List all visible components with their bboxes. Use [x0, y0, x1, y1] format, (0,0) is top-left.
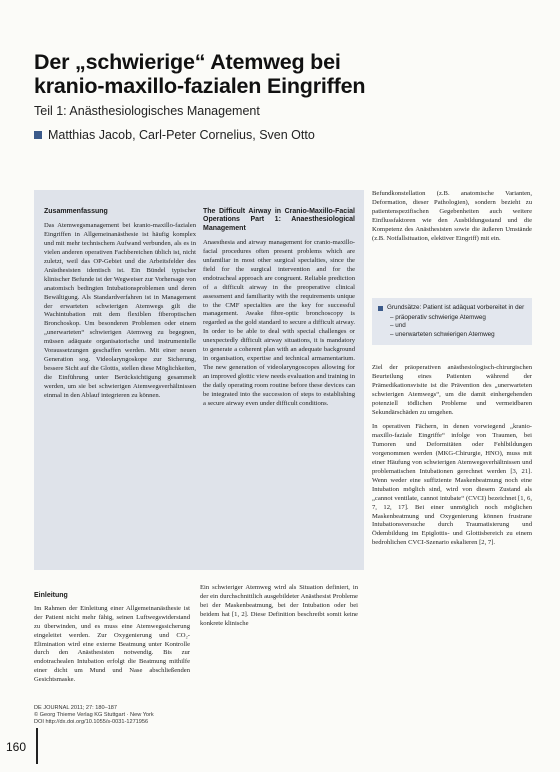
abstract-english-text: Anaesthesia and airway management for cranio-maxillo-facial procedures often present problems which are unfamiliar in most other surgical specialties, since the field for the surgical intervention and for the endotracheal approach are congruent. Reliable prediction of a difficult airway in the preoperative clinical assessment and familiarity with the requirements unique to the CMF specialties are the key for successful management. Awake fibre-optic bronchoscopy is regarded as the gold standard to secure a difficult airway. In order to be able to deal with special challenges or unexpectedly difficult airway situations, it is mandatory to generate a coherent plan with an adequate background in organisation, expertise and technical armamentarium. The new generation of videolaryngoscopes allowing for an improved glottic view needs evaluation and training in the daily operating room routine before these devices can be integrated into the succession of steps to establishing a secure airway even under difficult conditions. [203, 239, 355, 407]
abstract-german [44, 208, 196, 401]
key-point-box [372, 298, 532, 345]
authors: Matthias Jacob, Carl-Peter Cornelius, Sven Otto [48, 128, 315, 142]
title-line-2: kranio-maxillo-fazialen Eingriffen [34, 74, 366, 98]
article-subtitle: Teil 1: Anästhesiologisches Management [34, 104, 260, 118]
list-item: – unerwarteten schwierigen Atemweg [390, 331, 526, 339]
intro-para-1: Im Rahmen der Einleitung einer Allgemeinanästhesie ist der Patient nicht mehr fähig, seinen Luftwegswiderstand zu überwinden, und es muss eine Atemwegssicherung eingeleitet werden. Zur Oxygenierung und CO₂-Elimination wird eine externe Beatmung unter Kontrolle durch den Anästhesisten notwendig. Bis zur endotrachealen Intubation erfolgt die Beatmung mithilfe einer dicht um Mund und Nase abschließenden Gesichtsmaske. [34, 604, 190, 684]
key-point-marker-icon [378, 306, 383, 311]
author-marker-icon [34, 131, 42, 139]
footer-line-2: © Georg Thieme Verlag KG Stuttgart · New York [34, 712, 154, 719]
abstract-german-heading: Zusammenfassung [44, 208, 108, 215]
right-para-3: In operativen Fächern, in denen vorwiegend „kranio-maxillo-faziale Eingriffe“ infolge von Traumen, bei Tumoren und Deformitäten oder Fehlbildungen vorgenommen werden (MKG-Chirurgie, HNO), muss mit einer Häufung von schwierigen Atemwegsverhältnissen und problematischen Intubationen gerechnet werden [3, 21]. Wenn weder eine suffiziente Maskenbeatmung noch eine Intubation möglich sind, wird von diesem Zustand als „cannot ventilate, cannot intubate“ (CVCI) bezeichnet [1, 6, 7, 12, 17]. Bei einer unmöglich noch möglichen Maskenbeatmung und Oxygenierung können frustrane Intubationsversuche durch Traumatisierung und Ödembildung im Epiglottis- und Glottisbereich zu einem bedrohlichen CVCI-Szenario eskalieren [2, 7]. [372, 423, 532, 547]
middle-column [200, 584, 358, 635]
key-point-label: Grundsätze: Patient ist adäquat vorbereitet in der [387, 304, 525, 311]
intro-column [34, 592, 190, 691]
abstract-english-heading: The Difficult Airway in Cranio-Maxillo-Facial Operations Part 1: Anaesthesiological Management [203, 208, 355, 232]
footer-line-1: DE JOURNAL 2011; 27: 180–187 [34, 705, 118, 711]
right-column-bottom [372, 364, 532, 554]
title-line-1: Der „schwierige“ Atemweg bei [34, 50, 341, 74]
abstract-english [203, 208, 355, 408]
author-line [34, 128, 315, 142]
key-point-list [390, 314, 526, 339]
page-number: 160 [6, 740, 27, 754]
intro-para-2: Ein schwieriger Atemweg wird als Situation definiert, in der ein durchschnittlich ausgebildeter Anästhesist Probleme bei der Maskenbeatmung, bei der Intubation oder bei beidem hat [1, 2]. Diese Definition beschreibt somit keine konkrete klinische [200, 584, 358, 627]
intro-heading: Einleitung [34, 592, 68, 599]
journal-footer [34, 705, 190, 727]
right-column-top [372, 190, 532, 249]
page-rule [36, 728, 38, 764]
list-item: – präoperativ schwierige Atemweg [390, 314, 526, 322]
footer-line-3: DOI http://dx.doi.org/10.1055/s-0031-1271956 [34, 719, 149, 726]
list-item: – und [390, 322, 526, 330]
right-para-2: Ziel der präoperativen anästhesiologisch-chirurgischen Beurteilung eines Patienten während der Prämedikationsvisite ist die Prävention des „unerwarteten schwierigen Atemwegs“, um die damit einhergehenden potenziell tödlichen Probleme und vermeidbaren Sekundärschäden zu umgehen. [372, 364, 532, 416]
abstract-german-text: Das Atemwegsmanagement bei kranio-maxillo-fazialen Eingriffen in Allgemeinanästhesie ist häufig komplex und mit mehr technischem Aufwand verbunden, als es in vielen anderen operativen Fachbereichen üblich ist, nicht zuletzt, weil das OP-Gebiet und die Arbeitsfelder des Anästhesisten identisch ist. Ein Bündel typischer klinischer Befunde ist der Wegweiser zur Vorhersage von anatomisch bedingten Intubationsproblemen und deren Bewältigung. Als Standardverfahren ist in Management der erwarteten schwierigen Atemwegs gilt die Wachintubation mit dem flexiblen fiberoptischen Bronchoskop. Um besonderen Problemen oder einem „unerwarteten“ schwierigen Atemweg zu begegnen, müssen adäquate organisatorische und instrumentelle Voraussetzungen geschaffen werden. Mit einer neuen Generation sog. Videolaryngoskope zur Sicherung, bessere Sicht auf die Glottis, stellen diese Möglichkeiten, die Einführung unter Berücksichtigung gesammelt werden, um sie bei schwierigen Atemwegsverhältnissen einmal in den Ablauf integrieren zu können. [44, 222, 196, 399]
right-para-1: Befundkonstellation (z.B. anatomische Varianten, Deformation, dieser Pathologien), sondern bezieht zu patientenspezifischen Gegebenheiten auch weitere Einflussfaktoren wie den Ausbildungsstand und die Kompetenz des Anästhesisten sowie die äußeren Umstände (z.B. Notfallsituation, elektiver Eingriff) mit ein. [372, 190, 532, 242]
article-title [34, 50, 454, 98]
